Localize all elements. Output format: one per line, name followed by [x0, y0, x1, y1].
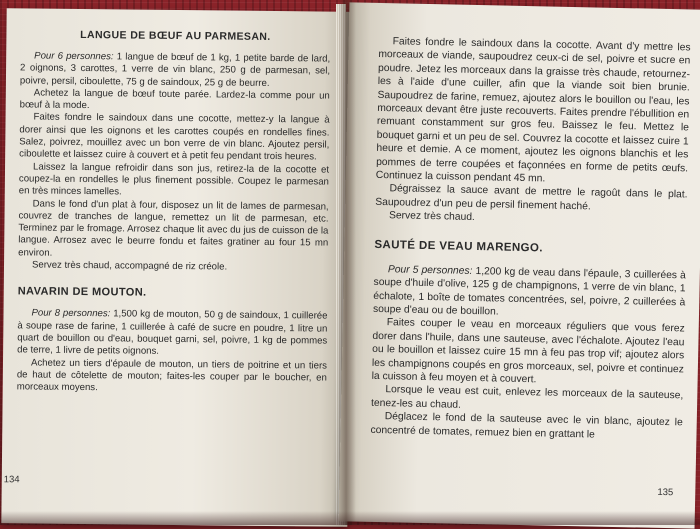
book-gutter-shadow: [338, 0, 356, 525]
recipe-paragraph: Dans le fond d'un plat à four, disposez un lit de lames de parmesan, couvrez de tranches de langue, remettez un lit de parmesan, etc. Terminez par le fromage. Arrosez chaque lit avec du jus de cuisson de la langue. Arrosez avec le beurre fondu et faites gratiner au four 15 mn environ.: [18, 198, 329, 259]
recipe-paragraph: Servez très chaud.: [388, 210, 475, 224]
page-number: 134: [3, 474, 20, 486]
recipe-paragraph: Faites fondre le saindoux dans la cocotte. Avant d'y mettre les morceaux de viande, saupoudrez ceux-ci de sel, poivre et sucre en poudre. Jetez les morceaux dans la graisse très chaude, retournez-les à l'aide d'une cuiller, afin que la viande soit bien brunie. Saupoudrez de farine, remuez, ajoutez alors le bouillon ou l'eau, les morceaux devant être juste recouverts. Faites prendre l'ébullition en remuant constamment sur gros feu. Baissez le feu. Mettez le bouquet garni et un peu de sel. Couvrez la cocotte et laissez cuire 1 heure et demie. A ce moment, ajoutez les oignons blanchis et les pommes de terre coupées et façonnées en forme de petits œufs. Continuez la cuisson pendant 45 mn.: [375, 36, 691, 185]
ingredients-text: 1,200 kg de veau dans l'épaule, 3 cuillerées à soupe d'huile d'olive, 125 g de champignons, 1 verre de vin blanc, 1 échalote, 1 boîte de tomates concentrées, sel, poivre, 2 cuillerées à soupe d'eau ou de bouillon.: [372, 265, 686, 318]
ingredients-text: 1,500 kg de mouton, 50 g de saindoux, 1 cuillerée à soupe rase de farine, 1 cuillerée à café de sucre en poudre, 1 litre un quart de bouillon ou d'eau, bouquet garni, sel, poivre, 1 kg de pommes de terre, 1 livre de petits oignons.: [17, 308, 328, 358]
recipe-ingredients: [373, 263, 686, 323]
servings-label: Pour 5 personnes:: [387, 263, 473, 277]
ingredients-text: 1 langue de bœuf de 1 kg, 1 petite barde de lard, 2 oignons, 3 carottes, 1 verre de vin blanc, 250 g de parmesan, sel, poivre, persil, ciboulette, 75 g de saindoux, 25 g de beurre.: [19, 51, 331, 89]
recipe-title-langue-de-boeuf: LANGUE DE BŒUF AU PARMESAN.: [80, 28, 271, 43]
servings-label: Pour 6 personnes:: [34, 50, 114, 63]
recipe-paragraph: Servez très chaud, accompagné de riz créole.: [31, 259, 228, 273]
page-number: 135: [657, 486, 674, 499]
recipe-ingredients: [17, 308, 327, 360]
left-page: [1, 8, 352, 527]
right-page: [339, 2, 700, 528]
recipe-paragraph: Achetez un tiers d'épaule de mouton, un tiers de poitrine et un tiers de haut de côtelette de mouton; faites-les couper par le boucher, en morceaux moyens.: [16, 357, 328, 394]
recipe-paragraph: Lorsque le veau est cuit, enlevez les morceaux de la sauteuse, tenez-les au chaud.: [370, 384, 684, 411]
servings-label: Pour 8 personnes:: [31, 307, 111, 320]
bottom-shadow: [0, 511, 700, 525]
recipe-paragraph: Achetez la langue de bœuf toute parée. Lardez-la comme pour un bœuf à la mode.: [19, 87, 330, 112]
recipe-paragraph: Laissez la langue refroidir dans son jus, retirez-la de la cocotte et coupez-la en rondelles le plus finement possible. Coupez le parmesan en très minces lamelles.: [18, 161, 330, 198]
recipe-title-saute-de-veau: SAUTÉ DE VEAU MARENGO.: [374, 238, 544, 255]
recipe-paragraph: Déglacez le fond de la sauteuse avec le vin blanc, ajoutez le concentré de tomates, remuez bien en grattant le: [370, 411, 683, 441]
recipe-title-navarin: NAVARIN DE MOUTON.: [17, 285, 147, 300]
recipe-paragraph: Faites couper le veau en morceaux réguliers que vous ferez dorer dans l'huile, dans une sauteuse, avec l'échalote. Ajoutez l'eau ou le bouillon et laissez cuire 15 mn à feu pas trop vif; ajoutez alors les champignons coupés en gros morceaux, sel, poivre et continuez la cuisson à feu moyen et à couvert.: [371, 317, 685, 386]
recipe-paragraph: Dégraissez la sauce avant de mettre le ragoût dans le plat. Saupoudrez d'un peu de persil finement haché.: [375, 183, 688, 213]
recipe-paragraph: Faites fondre le saindoux dans une cocotte, mettez-y la langue à dorer ainsi que les oignons et les carottes coupés en rondelles fines. Salez, poivrez, mouillez avec un bon verre de vin blanc. Ajoutez persil, ciboulette et laissez cuire à couvert et à petit feu pendant trois heures.: [19, 111, 330, 163]
recipe-ingredients: [20, 50, 330, 90]
